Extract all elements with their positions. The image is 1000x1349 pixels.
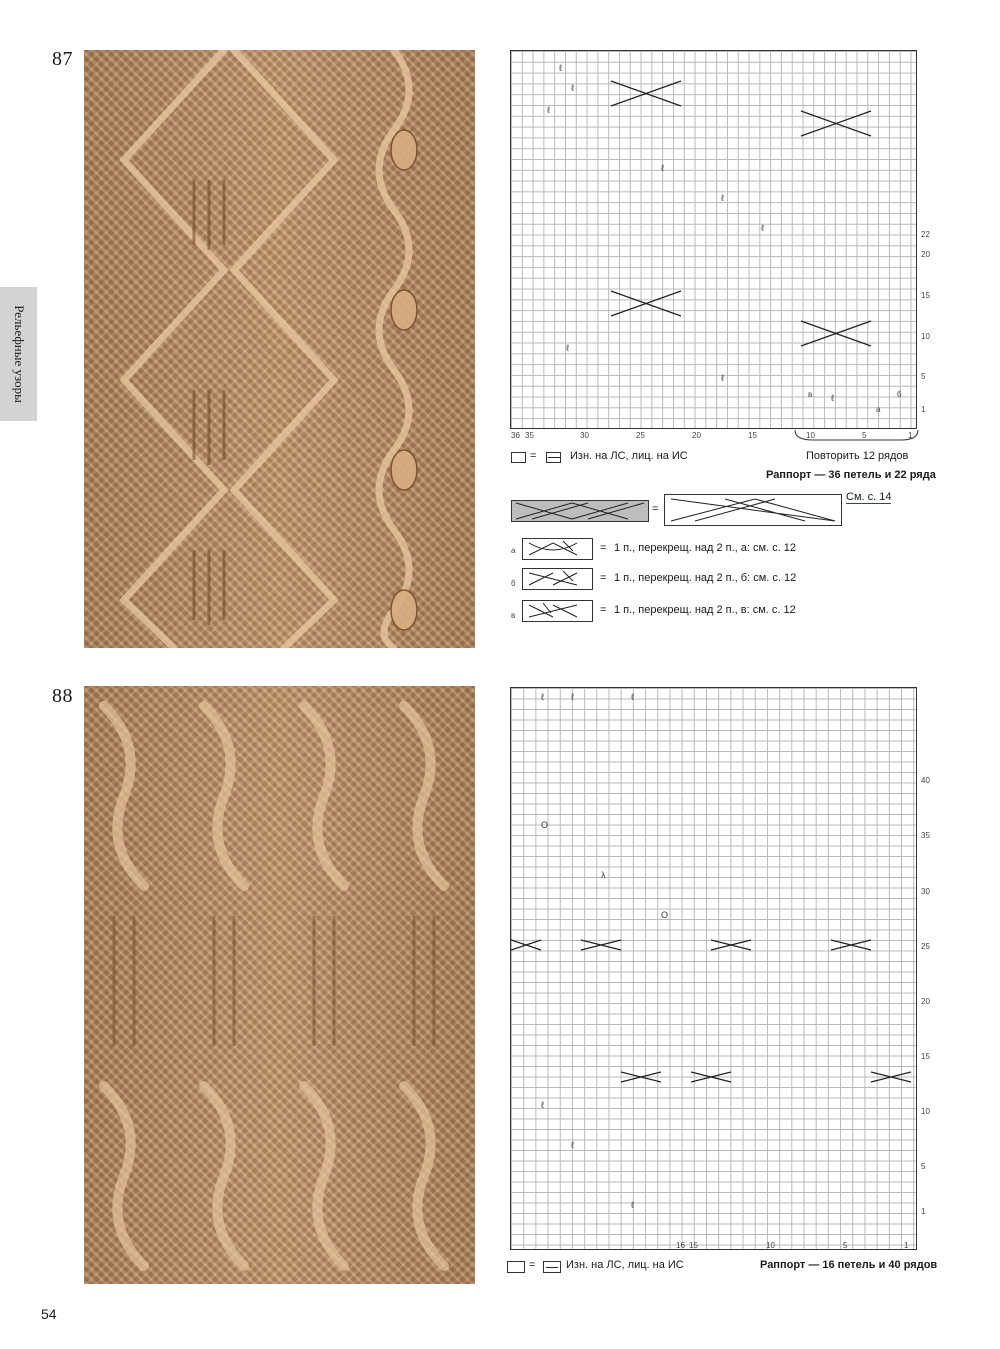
cross-v-icon [523, 601, 592, 621]
svg-text:ℓ: ℓ [547, 105, 550, 115]
cross-a-equals: = [600, 542, 607, 554]
svg-text:ℓ: ℓ [721, 193, 724, 203]
chart-88-col-16: 16 [676, 1241, 685, 1250]
chart-88-col-1: 1 [904, 1241, 909, 1250]
chart-87-row-20: 20 [921, 250, 930, 259]
chart-87-col-1: 1 [908, 431, 913, 440]
knit-sample-photo-87 [84, 50, 475, 648]
svg-text:ℓ: ℓ [559, 63, 562, 73]
legend-purl-knit-text: Изн. на ЛС, лиц. на ИС [570, 450, 688, 462]
svg-text:ℓ: ℓ [571, 83, 574, 93]
chart-87-col-5: 5 [862, 431, 867, 440]
cross-b-text: 1 п., перекрещ. над 2 п., б: см. с. 12 [614, 572, 797, 584]
chart-88-row-30: 30 [921, 887, 930, 896]
svg-text:ℓ: ℓ [661, 163, 664, 173]
chart-87-symbols [511, 51, 915, 427]
rapport-88-text: Раппорт — 16 петель и 40 рядов [760, 1259, 938, 1271]
cross-v-label: в [511, 611, 516, 620]
chart-88-row-10: 10 [921, 1107, 930, 1116]
chart-87-marker-b: б [897, 390, 902, 399]
svg-text:ℓ: ℓ [631, 692, 634, 702]
svg-text:O: O [661, 910, 669, 920]
cable-reference-link[interactable]: См. с. 14 [846, 491, 892, 503]
cable-cross-expanded-icon [665, 495, 841, 525]
svg-text:O: O [541, 820, 549, 830]
cable-cross-icon [512, 501, 648, 521]
chart-88-col-10: 10 [766, 1241, 775, 1250]
cross-b-icon [523, 569, 592, 589]
chart-87-col-20: 20 [692, 431, 701, 440]
chart-88-row-25: 25 [921, 942, 930, 951]
chart-87-row-1: 1 [921, 405, 926, 414]
chart-87-col-35: 35 [525, 431, 534, 440]
chart-87-col-36: 36 [511, 431, 520, 440]
section-tab-label: Рельефные узоры [11, 305, 27, 403]
knitting-chart-87 [510, 50, 917, 429]
chart-88-row-5: 5 [921, 1162, 926, 1171]
chart-88-row-20: 20 [921, 997, 930, 1006]
cable-motif-87 [84, 50, 475, 648]
chart-88-row-35: 35 [921, 831, 930, 840]
pattern-87-number: 87 [52, 48, 73, 70]
cable-equals-sign: = [652, 503, 659, 515]
legend-dash-square [546, 452, 561, 463]
page-number: 54 [41, 1306, 57, 1322]
svg-text:ℓ: ℓ [541, 1100, 544, 1110]
rapport-87-text: Раппорт — 36 петель и 22 ряда [766, 469, 936, 481]
cable-motif-88 [84, 686, 475, 1284]
chart-87-row-10: 10 [921, 332, 930, 341]
cross-v-text: 1 п., перекрещ. над 2 п., в: см. с. 12 [614, 604, 796, 616]
chart-88-col-5: 5 [843, 1241, 848, 1250]
chart-87-row-22: 22 [921, 230, 930, 239]
chart-87-col-10: 10 [806, 431, 815, 440]
chart-88-row-40: 40 [921, 776, 930, 785]
chart-87-row-15: 15 [921, 291, 930, 300]
cross-a-text: 1 п., перекрещ. над 2 п., а: см. с. 12 [614, 542, 797, 554]
chart-87-marker-v: в [808, 390, 813, 399]
cable-symbol-expanded [664, 494, 842, 526]
knitting-chart-88 [510, 687, 917, 1250]
section-tab[interactable] [0, 287, 37, 421]
svg-text:λ: λ [601, 870, 606, 880]
svg-text:ℓ: ℓ [571, 1140, 574, 1150]
svg-text:ℓ: ℓ [541, 692, 544, 702]
chart-87-row-5: 5 [921, 372, 926, 381]
chart-87-col-30: 30 [580, 431, 589, 440]
legend-equals-sign: = [530, 450, 537, 462]
cross-a-label: а [511, 546, 516, 555]
cross-b-symbol [522, 568, 593, 590]
chart-88-col-15: 15 [689, 1241, 698, 1250]
svg-text:ℓ: ℓ [721, 373, 724, 383]
svg-text:ℓ: ℓ [571, 692, 574, 702]
pattern-88-number: 88 [52, 685, 73, 707]
svg-text:ℓ: ℓ [831, 393, 834, 403]
chart-87-col-25: 25 [636, 431, 645, 440]
chart-88-row-1: 1 [921, 1207, 926, 1216]
legend-88-equals-sign: = [529, 1259, 536, 1271]
cross-a-icon [523, 539, 592, 559]
cross-v-equals: = [600, 604, 607, 616]
svg-text:ℓ: ℓ [566, 343, 569, 353]
legend-empty-square [511, 452, 526, 463]
chart-88-row-15: 15 [921, 1052, 930, 1061]
legend-88-empty-square [507, 1261, 525, 1273]
svg-text:ℓ: ℓ [631, 1200, 634, 1210]
cross-a-symbol [522, 538, 593, 560]
cable-symbol-gray [511, 500, 649, 522]
cross-b-equals: = [600, 572, 607, 584]
repeat-rows-bracket [793, 428, 920, 448]
knit-sample-photo-88 [84, 686, 475, 1284]
repeat-rows-label: Повторить 12 рядов [806, 450, 909, 462]
legend-88-dash-square [543, 1261, 561, 1273]
svg-text:ℓ: ℓ [761, 223, 764, 233]
chart-88-symbols [511, 688, 915, 1248]
chart-87-marker-a: а [876, 405, 881, 414]
chart-87-col-15: 15 [748, 431, 757, 440]
cross-b-label: б [511, 579, 516, 588]
cross-v-symbol [522, 600, 593, 622]
legend-88-purl-knit-text: Изн. на ЛС, лиц. на ИС [566, 1259, 684, 1271]
